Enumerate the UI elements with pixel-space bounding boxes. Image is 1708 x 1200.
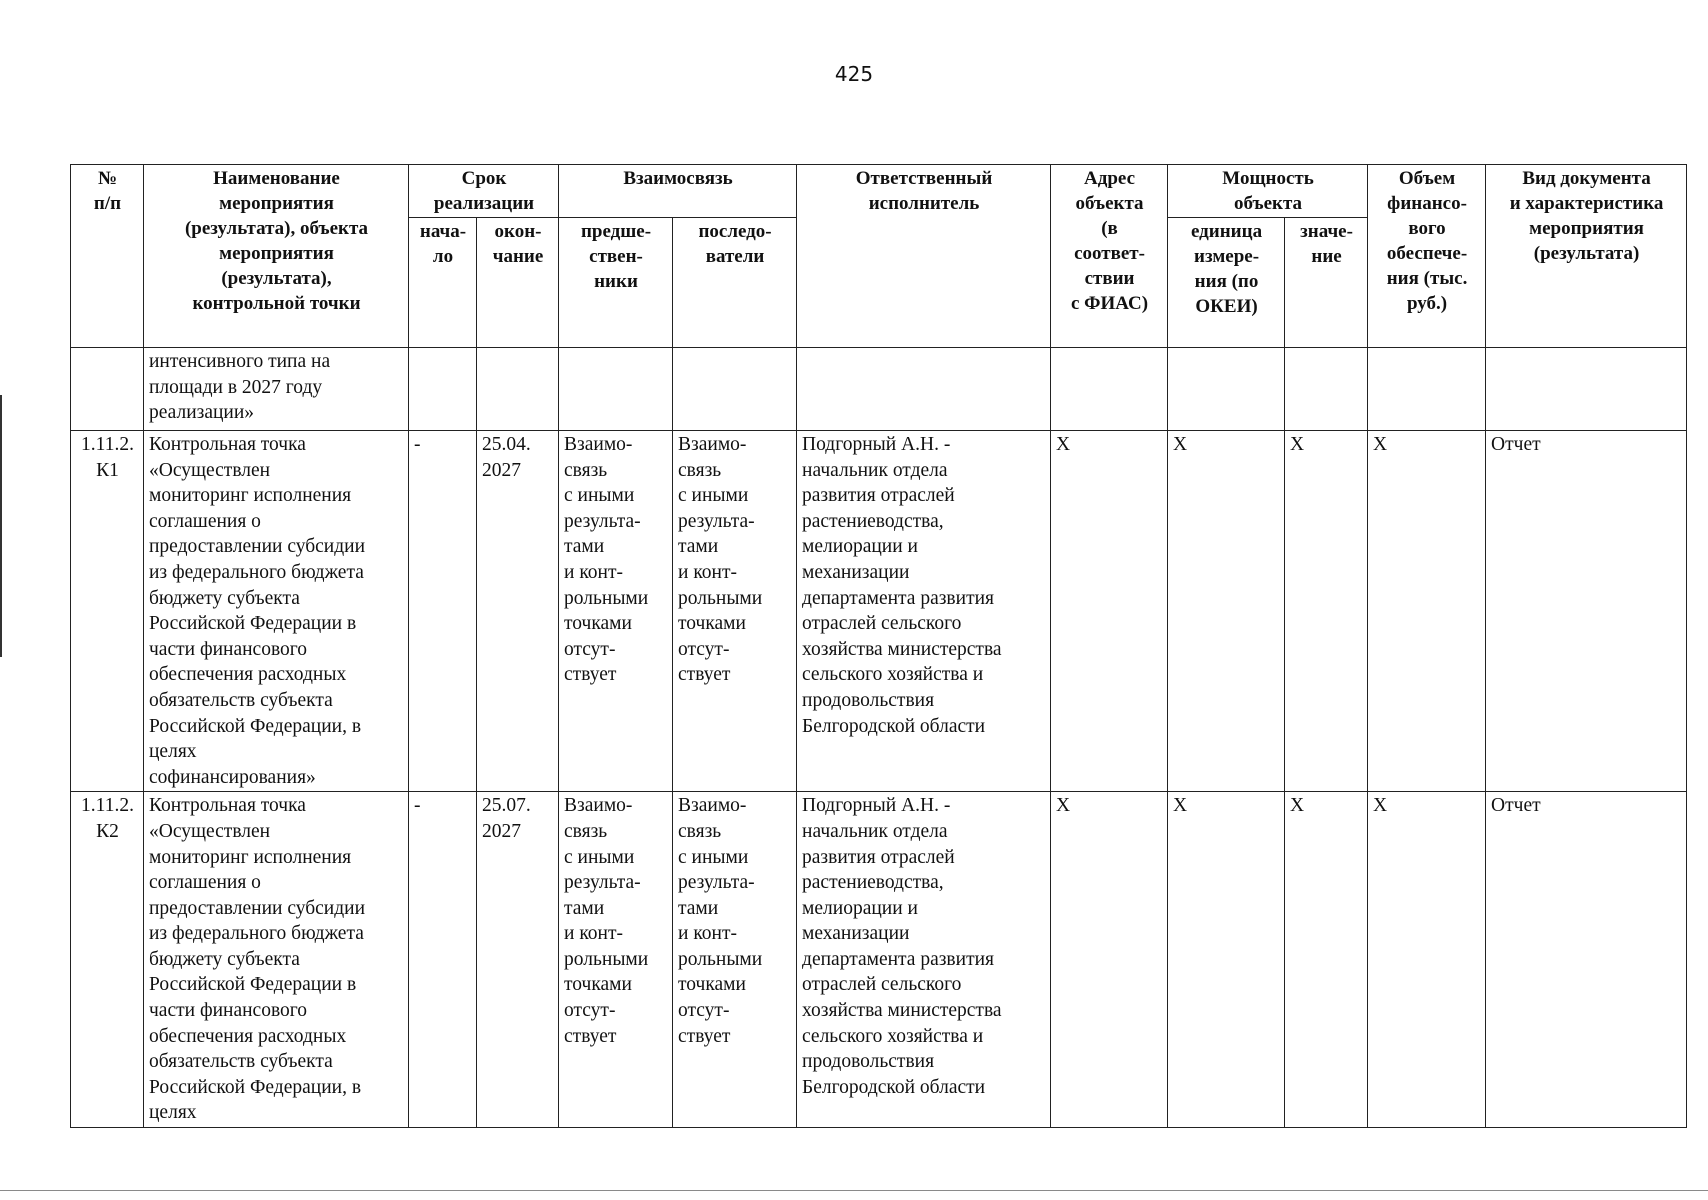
cell-next: [673, 348, 797, 431]
header-relation-next: последо- ватели: [673, 218, 797, 348]
header-doc-type: Вид документа и характеристика мероприятия (результата): [1486, 165, 1687, 348]
header-capacity: Мощность объекта: [1168, 165, 1368, 218]
cell-address: Х: [1051, 792, 1168, 1128]
cell-num: [71, 348, 144, 431]
cell-finance: Х: [1368, 792, 1486, 1128]
cell-end: [477, 348, 559, 431]
bottom-rule: [0, 1190, 1708, 1191]
cell-doc: [1486, 348, 1687, 431]
cell-address: Х: [1051, 431, 1168, 792]
cell-responsible: Подгорный А.Н. - начальник отдела развития отраслей растениеводства, мелиорации и механизации департамента развития отраслей сельского хозяйства министерства сельского хозяйства и продовольствия Белгородской области: [797, 431, 1051, 792]
cell-start: [409, 348, 477, 431]
table-row: [71, 792, 1687, 1128]
cell-start: -: [409, 792, 477, 1128]
header-num: № п/п: [71, 165, 144, 348]
cell-responsible: Подгорный А.Н. - начальник отдела развития отраслей растениеводства, мелиорации и механизации департамента развития отраслей сельского хозяйства министерства сельского хозяйства и продовольствия Белгородской области: [797, 792, 1051, 1128]
header-term: Срок реализации: [409, 165, 559, 218]
cell-value: Х: [1285, 431, 1368, 792]
scan-edge-mark: [0, 395, 2, 657]
header-capacity-value: значе- ние: [1285, 218, 1368, 348]
events-table: [70, 164, 1687, 1128]
header-finance: Объем финансо- вого обеспече- ния (тыс. руб.): [1368, 165, 1486, 348]
cell-finance: [1368, 348, 1486, 431]
header-capacity-unit: единица измере- ния (по ОКЕИ): [1168, 218, 1285, 348]
cell-address: [1051, 348, 1168, 431]
cell-name: интенсивного типа на площади в 2027 году реализации»: [144, 348, 409, 431]
cell-doc: Отчет: [1486, 431, 1687, 792]
cell-end: 25.04. 2027: [477, 431, 559, 792]
cell-unit: Х: [1168, 431, 1285, 792]
cell-name: Контрольная точка «Осуществлен мониторинг исполнения соглашения о предоставлении субсидии из федерального бюджета бюджету субъекта Российской Федерации в части финансового обеспечения расходных обязательств субъекта Российской Федерации, в целях: [144, 792, 409, 1128]
cell-value: [1285, 348, 1368, 431]
header-name: Наименование мероприятия (результата), объекта мероприятия (результата), контрольной точки: [144, 165, 409, 348]
cell-end: 25.07. 2027: [477, 792, 559, 1128]
cell-unit: [1168, 348, 1285, 431]
cell-finance: Х: [1368, 431, 1486, 792]
page-number: 425: [834, 62, 874, 86]
table-header: [71, 165, 1687, 348]
cell-doc: Отчет: [1486, 792, 1687, 1128]
header-relation: Взаимосвязь: [559, 165, 797, 218]
header-address: Адрес объекта (в соответ- ствии с ФИАС): [1051, 165, 1168, 348]
header-term-start: нача- ло: [409, 218, 477, 348]
cell-prev: [559, 348, 673, 431]
cell-start: -: [409, 431, 477, 792]
cell-next: Взаимо- связь с иными результа- тами и конт- рольными точками отсут- ствует: [673, 431, 797, 792]
table-row: [71, 431, 1687, 792]
header-responsible: Ответственный исполнитель: [797, 165, 1051, 348]
cell-unit: Х: [1168, 792, 1285, 1128]
header-relation-prev: предше- ствен- ники: [559, 218, 673, 348]
cell-num: 1.11.2. К1: [71, 431, 144, 792]
cell-responsible: [797, 348, 1051, 431]
cell-prev: Взаимо- связь с иными результа- тами и конт- рольными точками отсут- ствует: [559, 792, 673, 1128]
cell-num: 1.11.2. К2: [71, 792, 144, 1128]
header-term-end: окон- чание: [477, 218, 559, 348]
table-row-continuation: [71, 348, 1687, 431]
cell-prev: Взаимо- связь с иными результа- тами и конт- рольными точками отсут- ствует: [559, 431, 673, 792]
cell-next: Взаимо- связь с иными результа- тами и конт- рольными точками отсут- ствует: [673, 792, 797, 1128]
cell-value: Х: [1285, 792, 1368, 1128]
cell-name: Контрольная точка «Осуществлен мониторинг исполнения соглашения о предоставлении субсидии из федерального бюджета бюджету субъекта Российской Федерации в части финансового обеспечения расходных обязательств субъекта Российской Федерации, в целях софинансирования»: [144, 431, 409, 792]
